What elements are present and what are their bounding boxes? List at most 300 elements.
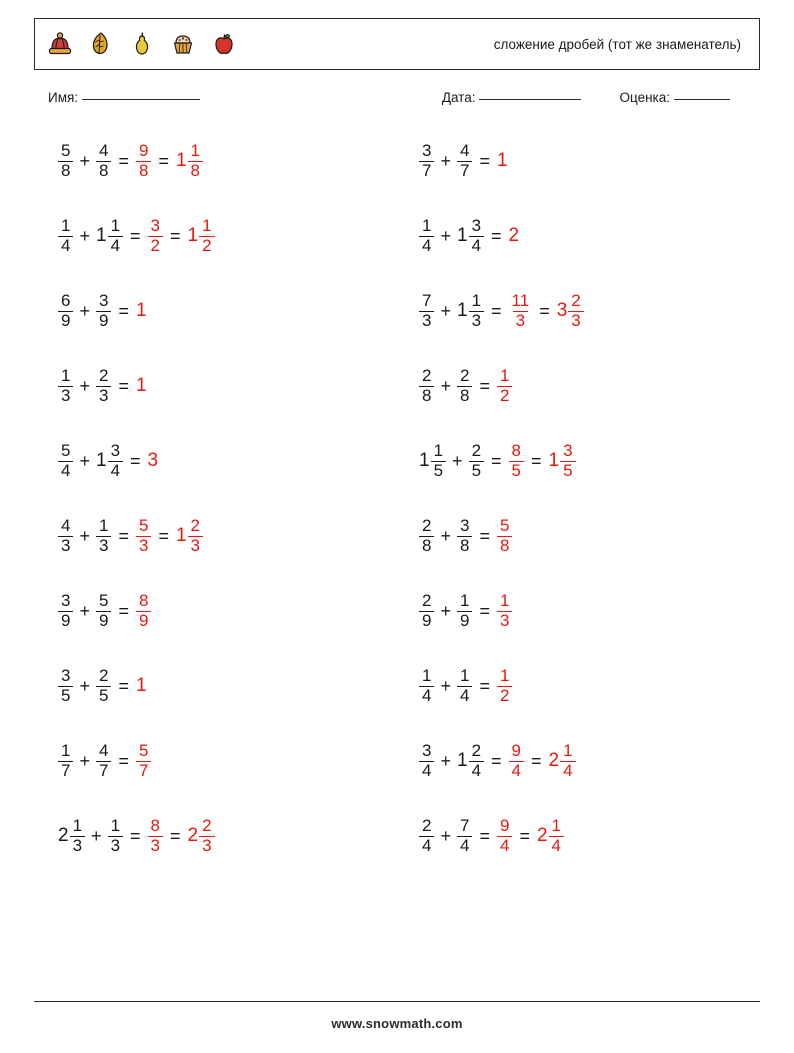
numerator: 1 (433, 441, 444, 461)
fraction (497, 817, 512, 854)
numerator: 3 (110, 441, 121, 461)
numerator: 1 (98, 516, 109, 536)
equals-operator-2: = (531, 450, 542, 471)
denominator: 3 (199, 836, 214, 854)
page-title: сложение дробей (тот же знаменатель) (493, 36, 741, 52)
problem-expression (58, 367, 148, 404)
fraction (199, 217, 214, 254)
answer-improper-fraction (136, 142, 151, 179)
plus-operator: + (91, 825, 102, 846)
equals-operator-2: = (539, 300, 550, 321)
fraction (509, 742, 524, 779)
problem-expression (58, 667, 148, 704)
answer-whole (509, 226, 521, 245)
equals-operator-2: = (158, 150, 169, 171)
whole-part: 2 (187, 825, 199, 846)
denominator: 8 (96, 161, 111, 179)
numerator: 8 (138, 591, 149, 611)
fraction (457, 142, 472, 179)
denominator: 4 (509, 761, 524, 779)
whole-part: 1 (95, 225, 107, 246)
equals-operator: = (479, 150, 490, 171)
numerator: 2 (471, 441, 482, 461)
numerator: 1 (422, 666, 432, 686)
answer-mixed-number (188, 217, 215, 254)
denominator: 3 (148, 836, 163, 854)
worksheet-footer (34, 1001, 760, 1031)
fraction (469, 292, 484, 329)
numerator: 1 (459, 666, 470, 686)
numerator: 1 (110, 216, 121, 236)
numerator: 3 (471, 216, 482, 236)
answer-improper-fraction (509, 292, 533, 329)
fraction (58, 292, 73, 329)
numerator: 5 (138, 516, 149, 536)
numerator: 1 (551, 816, 561, 836)
whole-part: 3 (556, 300, 568, 321)
numerator: 2 (422, 816, 432, 836)
equals-operator-2: = (158, 525, 169, 546)
fraction (568, 292, 583, 329)
denominator: 5 (509, 461, 524, 479)
fraction (560, 442, 575, 479)
numerator: 2 (422, 591, 432, 611)
fraction (96, 517, 111, 554)
grade-label: Оценка: (619, 90, 670, 105)
denominator: 3 (58, 536, 73, 554)
problem-expression (419, 142, 509, 179)
denominator: 3 (136, 536, 151, 554)
fraction (431, 442, 446, 479)
numerator: 3 (98, 291, 109, 311)
date-input[interactable] (479, 99, 581, 100)
whole-part: 1 (175, 150, 187, 171)
whole-part: 2 (548, 750, 560, 771)
answer-improper-fraction (497, 367, 512, 404)
denominator: 4 (457, 836, 472, 854)
fraction (108, 817, 123, 854)
denominator: 9 (419, 611, 434, 629)
fraction (58, 442, 73, 479)
fraction (58, 667, 73, 704)
plus-operator: + (79, 450, 90, 471)
fraction (148, 817, 163, 854)
equals-operator: = (130, 825, 141, 846)
numerator: 1 (202, 216, 212, 236)
plus-operator: + (79, 150, 90, 171)
denominator: 9 (58, 611, 73, 629)
numerator: 1 (61, 216, 71, 236)
fraction (509, 292, 533, 329)
fraction (108, 442, 123, 479)
answer-improper-fraction (148, 817, 163, 854)
name-input[interactable] (82, 99, 200, 100)
denominator: 4 (497, 836, 512, 854)
equals-operator: = (491, 300, 502, 321)
fraction (58, 742, 73, 779)
whole-part: 1 (456, 225, 468, 246)
equals-operator: = (491, 750, 502, 771)
numerator: 4 (61, 516, 71, 536)
whole-part: 1 (175, 525, 187, 546)
numerator: 1 (499, 666, 510, 686)
numerator: 9 (499, 816, 510, 836)
equals-operator-2: = (519, 825, 530, 846)
denominator: 4 (58, 236, 73, 254)
numerator: 8 (511, 441, 522, 461)
numerator: 3 (61, 591, 71, 611)
whole-part: 1 (135, 300, 147, 321)
fraction (419, 142, 434, 179)
fraction (457, 592, 472, 629)
equals-operator: = (118, 600, 129, 621)
problem-item (409, 198, 760, 273)
denominator: 3 (108, 836, 123, 854)
denominator: 8 (457, 386, 472, 404)
denominator: 2 (148, 236, 163, 254)
answer-whole (136, 676, 148, 695)
equals-operator: = (118, 675, 129, 696)
numerator: 7 (459, 816, 470, 836)
whole-part: 1 (135, 375, 147, 396)
equals-operator: = (491, 225, 502, 246)
denominator: 9 (58, 311, 73, 329)
numerator: 9 (138, 141, 149, 161)
winter-hat-icon (45, 29, 75, 59)
denominator: 4 (108, 461, 123, 479)
numerator: 6 (61, 291, 71, 311)
denominator: 4 (469, 236, 484, 254)
numerator: 2 (422, 516, 432, 536)
problem-item (48, 273, 399, 348)
fraction (96, 367, 111, 404)
whole-part: 2 (508, 225, 520, 246)
denominator: 8 (497, 536, 512, 554)
fraction (457, 817, 472, 854)
problem-expression (419, 442, 576, 479)
problem-grid (34, 123, 760, 873)
plus-operator: + (79, 525, 90, 546)
fraction (419, 292, 434, 329)
fraction (188, 142, 203, 179)
problem-item (48, 498, 399, 573)
problem-expression (58, 217, 215, 254)
fraction (419, 517, 434, 554)
problem-item (48, 348, 399, 423)
whole-part: 1 (496, 150, 508, 171)
denominator: 7 (136, 761, 151, 779)
denominator: 3 (419, 311, 434, 329)
numerator: 1 (72, 816, 83, 836)
grade-input[interactable] (674, 99, 730, 100)
numerator: 1 (563, 741, 573, 761)
problem-item (409, 273, 760, 348)
numerator: 3 (563, 441, 573, 461)
equals-operator: = (479, 825, 490, 846)
answer-improper-fraction (497, 517, 512, 554)
problem-expression (58, 817, 215, 854)
plus-operator: + (440, 600, 451, 621)
plus-operator: + (440, 750, 451, 771)
decorative-icon-row (45, 29, 239, 59)
apple-icon (209, 29, 239, 59)
denominator: 3 (96, 536, 111, 554)
numerator: 9 (511, 741, 522, 761)
denominator: 4 (419, 836, 434, 854)
answer-mixed-number (557, 292, 584, 329)
grade-field-group (619, 90, 734, 105)
answer-improper-fraction (509, 442, 524, 479)
denominator: 4 (560, 761, 575, 779)
numerator: 2 (422, 366, 432, 386)
date-label: Дата: (441, 90, 476, 105)
fraction (497, 667, 512, 704)
answer-improper-fraction (509, 742, 524, 779)
fraction (58, 217, 73, 254)
denominator: 4 (549, 836, 564, 854)
denominator: 9 (96, 311, 111, 329)
plus-operator: + (452, 450, 463, 471)
numerator: 1 (61, 741, 71, 761)
numerator: 2 (459, 366, 470, 386)
problem-item (48, 648, 399, 723)
whole-part: 1 (548, 450, 560, 471)
fraction (419, 667, 434, 704)
numerator: 2 (98, 366, 109, 386)
answer-whole (497, 151, 509, 170)
denominator: 8 (136, 161, 151, 179)
fraction (497, 367, 512, 404)
denominator: 4 (58, 461, 73, 479)
numerator: 1 (190, 141, 200, 161)
problem-item (48, 723, 399, 798)
fraction (96, 667, 111, 704)
fraction (419, 592, 434, 629)
numerator: 1 (459, 591, 470, 611)
plus-operator: + (440, 525, 451, 546)
denominator: 5 (469, 461, 484, 479)
fraction (136, 142, 151, 179)
fraction (419, 367, 434, 404)
plus-operator: + (79, 300, 90, 321)
numerator: 1 (422, 216, 432, 236)
denominator: 5 (58, 686, 73, 704)
fraction (457, 517, 472, 554)
equals-operator: = (491, 450, 502, 471)
numerator: 3 (422, 741, 432, 761)
problem-expression (419, 592, 512, 629)
worksheet-header (34, 18, 760, 70)
fraction (136, 592, 151, 629)
problem-expression (419, 517, 512, 554)
problem-expression (58, 442, 159, 479)
whole-part: 3 (147, 450, 159, 471)
denominator: 2 (497, 386, 512, 404)
fraction (96, 292, 111, 329)
denominator: 5 (431, 461, 446, 479)
numerator: 5 (98, 591, 109, 611)
answer-improper-fraction (148, 217, 163, 254)
answer-whole (148, 451, 160, 470)
denominator: 8 (419, 386, 434, 404)
whole-part: 1 (456, 300, 468, 321)
equals-operator: = (479, 375, 490, 396)
problem-item (48, 123, 399, 198)
answer-improper-fraction (497, 817, 512, 854)
denominator: 3 (188, 536, 203, 554)
numerator: 11 (511, 291, 530, 311)
fraction (469, 217, 484, 254)
cupcake-icon (168, 29, 198, 59)
problem-expression (419, 367, 512, 404)
denominator: 4 (108, 236, 123, 254)
plus-operator: + (440, 375, 451, 396)
pear-icon (127, 29, 157, 59)
leaf-icon (86, 29, 116, 59)
problem-expression (419, 817, 564, 854)
equals-operator-2: = (170, 225, 181, 246)
plus-operator: + (440, 675, 451, 696)
fraction (497, 517, 512, 554)
equals-operator: = (479, 675, 490, 696)
name-field-group (48, 90, 204, 105)
answer-mixed-number (549, 742, 576, 779)
problem-item (409, 723, 760, 798)
plus-operator: + (79, 750, 90, 771)
problem-item (48, 423, 399, 498)
fraction (148, 217, 163, 254)
denominator: 4 (457, 686, 472, 704)
answer-improper-fraction (136, 742, 151, 779)
answer-mixed-number (537, 817, 564, 854)
equals-operator: = (118, 750, 129, 771)
numerator: 5 (61, 441, 71, 461)
denominator: 3 (96, 386, 111, 404)
denominator: 8 (457, 536, 472, 554)
fraction (136, 742, 151, 779)
numerator: 1 (499, 591, 510, 611)
fraction (457, 667, 472, 704)
problem-expression (419, 742, 576, 779)
numerator: 3 (422, 141, 432, 161)
numerator: 2 (98, 666, 109, 686)
numerator: 1 (61, 366, 71, 386)
numerator: 2 (471, 741, 482, 761)
denominator: 7 (96, 761, 111, 779)
problem-item (409, 348, 760, 423)
denominator: 9 (136, 611, 151, 629)
fraction (419, 817, 434, 854)
equals-operator: = (118, 300, 129, 321)
problem-item (409, 798, 760, 873)
numerator: 5 (61, 141, 71, 161)
fraction (469, 742, 484, 779)
answer-mixed-number (176, 142, 203, 179)
whole-part: 1 (95, 450, 107, 471)
fraction (419, 217, 434, 254)
fraction (58, 592, 73, 629)
fraction (560, 742, 575, 779)
answer-mixed-number (549, 442, 576, 479)
denominator: 8 (188, 161, 203, 179)
plus-operator: + (79, 225, 90, 246)
denominator: 4 (469, 761, 484, 779)
problem-expression (58, 292, 148, 329)
fraction (419, 742, 434, 779)
equals-operator-2: = (170, 825, 181, 846)
problem-item (409, 498, 760, 573)
fraction (58, 517, 73, 554)
denominator: 9 (457, 611, 472, 629)
denominator: 3 (70, 836, 85, 854)
fraction (199, 817, 214, 854)
answer-improper-fraction (136, 517, 151, 554)
problem-item (48, 798, 399, 873)
whole-part: 1 (456, 750, 468, 771)
numerator: 5 (499, 516, 510, 536)
problem-expression (419, 667, 512, 704)
fraction (58, 142, 73, 179)
denominator: 7 (58, 761, 73, 779)
denominator: 4 (419, 236, 434, 254)
denominator: 5 (560, 461, 575, 479)
plus-operator: + (79, 675, 90, 696)
plus-operator: + (79, 375, 90, 396)
fraction (497, 592, 512, 629)
fraction (96, 142, 111, 179)
numerator: 2 (190, 516, 200, 536)
problem-expression (58, 742, 151, 779)
date-field-group (442, 90, 586, 105)
plus-operator: + (79, 600, 90, 621)
plus-operator: + (440, 825, 451, 846)
fraction (188, 517, 203, 554)
denominator: 3 (497, 611, 512, 629)
problem-item (409, 648, 760, 723)
problem-expression (58, 142, 203, 179)
plus-operator: + (440, 225, 451, 246)
fraction (108, 217, 123, 254)
problem-item (48, 198, 399, 273)
fraction (509, 442, 524, 479)
denominator: 4 (419, 761, 434, 779)
name-label: Имя: (48, 90, 79, 105)
denominator: 7 (419, 161, 434, 179)
answer-improper-fraction (497, 592, 512, 629)
numerator: 1 (471, 291, 482, 311)
fraction (457, 367, 472, 404)
fraction (70, 817, 85, 854)
numerator: 3 (150, 216, 161, 236)
denominator: 8 (419, 536, 434, 554)
equals-operator-2: = (531, 750, 542, 771)
answer-whole (136, 301, 148, 320)
problem-expression (419, 292, 584, 329)
footer-divider (34, 1001, 760, 1002)
numerator: 2 (202, 816, 212, 836)
numerator: 2 (571, 291, 581, 311)
student-info-row (34, 90, 760, 105)
equals-operator: = (479, 600, 490, 621)
denominator: 3 (58, 386, 73, 404)
plus-operator: + (440, 300, 451, 321)
denominator: 9 (96, 611, 111, 629)
problem-expression (58, 517, 203, 554)
fraction (58, 367, 73, 404)
whole-part: 2 (58, 825, 69, 846)
equals-operator: = (118, 525, 129, 546)
denominator: 8 (58, 161, 73, 179)
